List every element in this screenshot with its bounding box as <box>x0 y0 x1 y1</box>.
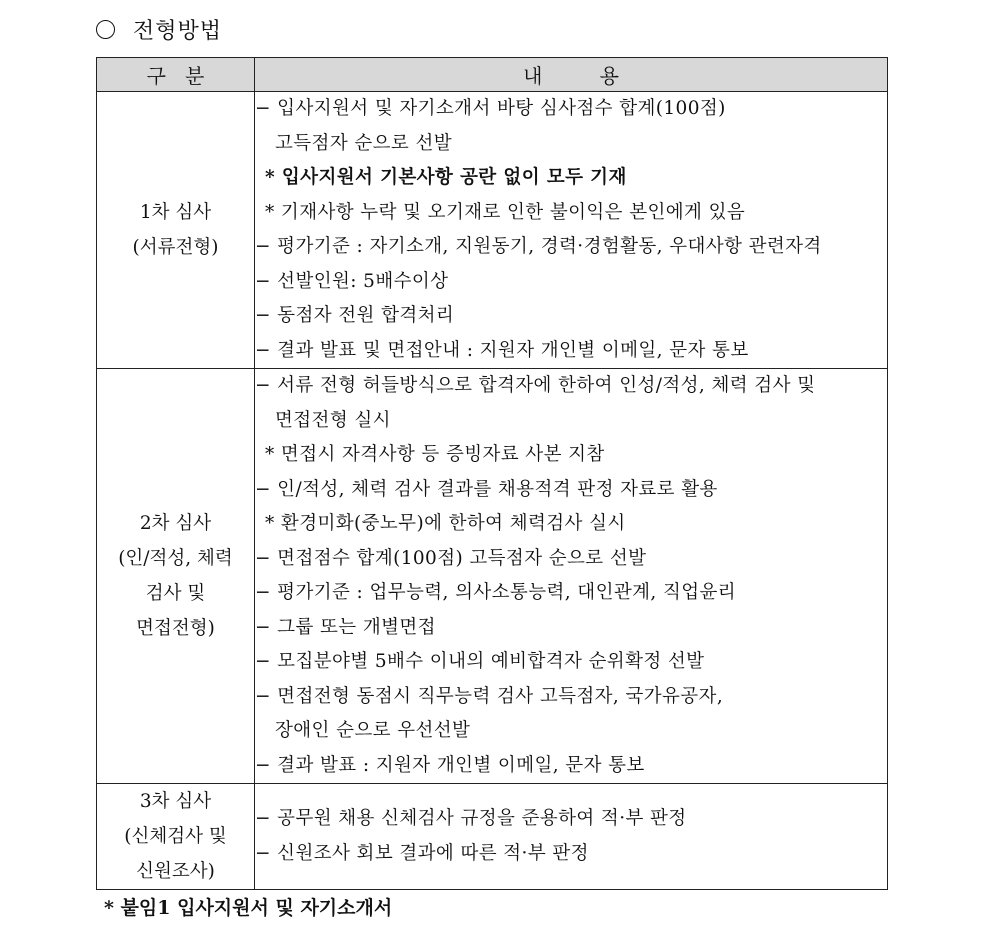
category-line: 1차 심사 <box>139 202 212 223</box>
category-line: 신원조사) <box>136 861 215 882</box>
content-line: − 모집분야별 5배수 이내의 예비합격자 순위확정 선발 <box>255 651 705 672</box>
row-content <box>255 92 888 369</box>
table-header-row <box>97 58 888 92</box>
table-row <box>97 784 888 890</box>
content-line: − 평가기준 : 자기소개, 지원동기, 경력·경험활동, 우대사항 관련자격 <box>255 236 822 257</box>
content-line: − 그룹 또는 개별면접 <box>255 616 436 638</box>
section-title: 전형방법 <box>133 19 223 44</box>
content-line: − 결과 발표 및 면접안내 : 지원자 개인별 이메일, 문자 통보 <box>255 339 749 361</box>
category-line: 검사 및 <box>145 583 206 604</box>
category-line: 면접전형) <box>136 618 215 639</box>
row-category <box>97 92 255 369</box>
row-category <box>97 369 255 784</box>
note-line: * 기재사항 누락 및 오기재로 인한 불이익은 본인에게 있음 <box>265 201 746 223</box>
table-row <box>97 92 888 369</box>
table-body <box>97 92 888 890</box>
attachment-footnote: * 붙임1 입사지원서 및 자기소개서 <box>104 897 393 919</box>
content-line: − 인/적성, 체력 검사 결과를 채용적격 판정 자료로 활용 <box>255 478 718 500</box>
header-category: 구 분 <box>97 58 255 92</box>
content-line: − 면접전형 동점시 직무능력 검사 고득점자, 국가유공자, <box>255 685 724 707</box>
content-line: − 신원조사 회보 결과에 따른 적·부 판정 <box>255 842 589 864</box>
content-line: − 결과 발표 : 지원자 개인별 이메일, 문자 통보 <box>255 754 645 776</box>
content-line: − 선발인원: 5배수이상 <box>255 270 449 292</box>
content-line: 면접전형 실시 <box>275 409 391 431</box>
row-category <box>97 784 255 890</box>
category-line: 2차 심사 <box>139 513 212 534</box>
content-line: 장애인 순으로 우선선발 <box>275 720 471 741</box>
content-line: − 공무원 채용 신체검사 규정을 준용하여 적·부 판정 <box>255 808 687 829</box>
content-line: 고득점자 순으로 선발 <box>275 132 453 154</box>
content-line: − 서류 전형 허들방식으로 합격자에 한하여 인성/적성, 체력 검사 및 <box>255 375 816 396</box>
table-row <box>97 369 888 784</box>
row-content <box>255 784 888 890</box>
content-line: − 입사지원서 및 자기소개서 바탕 심사점수 합계(100점) <box>255 98 726 119</box>
content-line: − 평가기준 : 업무능력, 의사소통능력, 대인관계, 직업윤리 <box>255 582 737 603</box>
header-content: 내 용 <box>255 58 888 92</box>
circle-bullet-icon <box>96 20 115 39</box>
note-line: * 환경미화(중노무)에 한하여 체력검사 실시 <box>265 513 626 534</box>
category-line: (서류전형) <box>132 237 219 258</box>
section-heading <box>96 14 222 45</box>
category-line: (신체검사 및 <box>124 826 227 847</box>
category-line: 3차 심사 <box>139 791 212 812</box>
note-line: * 면접시 자격사항 등 증빙자료 사본 지참 <box>265 444 605 465</box>
content-line: − 면접점수 합계(100점) 고득점자 순으로 선발 <box>255 547 647 569</box>
selection-method-table <box>96 57 888 890</box>
content-line: − 동점자 전원 합격처리 <box>255 305 455 326</box>
row-content <box>255 369 888 784</box>
category-line: (인/적성, 체력 <box>118 548 233 569</box>
note-line: * 입사지원서 기본사항 공란 없이 모두 기재 <box>265 167 627 188</box>
